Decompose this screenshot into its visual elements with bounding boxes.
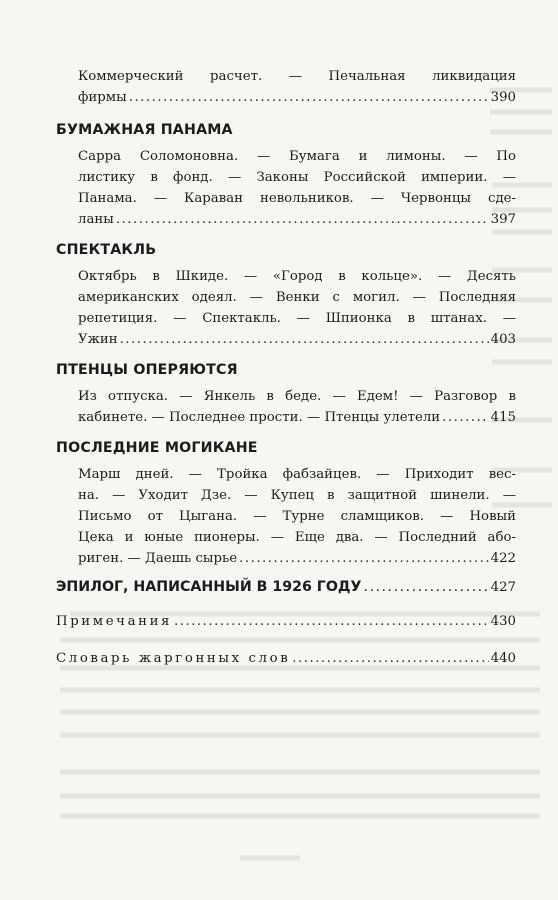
page-number: 397 (490, 212, 516, 227)
toc-entry-line: Коммерческий расчет. — Печальная ликвидация (78, 69, 516, 84)
section-heading-spektakl[interactable]: СПЕКТАКЛЬ (56, 242, 157, 258)
toc-entry-last-line[interactable] (56, 209, 516, 230)
toc-entry-last-line[interactable] (56, 87, 516, 108)
dot-leader (363, 579, 488, 595)
page-number: 440 (490, 651, 516, 666)
toc-entry-text: кабинете. — Последнее прости. — Птенцы улетели (78, 410, 441, 425)
dot-leader (292, 648, 488, 669)
glossary-title: Словарь жаргонных слов (56, 651, 291, 666)
page-number: 403 (490, 332, 516, 347)
page-number: 430 (490, 614, 516, 629)
toc-entry-line: Цека и юные пионеры. — Еще два. — Последний або- (78, 530, 516, 545)
toc-entry-line: Октябрь в Шкиде. — «Город в кольце». — Десять (78, 269, 516, 284)
toc-entry-last-line[interactable] (56, 329, 516, 350)
toc-entry-line: на. — Уходит Дзе. — Купец в защитной шинели. — (78, 488, 516, 503)
toc-entry-line: американских одеял. — Венки с могил. — Последняя (78, 290, 516, 305)
dot-leader (442, 407, 488, 428)
toc-entry-line: Сарра Соломоновна. — Бумага и лимоны. — По (78, 149, 516, 164)
toc-entry-line: Марш дней. — Тройка фабзайцев. — Приходит вес- (78, 467, 516, 482)
toc-entry-text: Ужин (78, 332, 118, 347)
page-number: 415 (490, 410, 516, 425)
toc-entry-glossary[interactable] (56, 648, 516, 669)
toc-entry-spektakl (56, 266, 516, 350)
toc-entry-text: риген. — Даешь сырье (78, 551, 238, 566)
toc-entry-ptentsy-operyayutsya (56, 386, 516, 428)
toc-entry-line: Письмо от Цыгана. — Турне сламщиков. — Новый (78, 509, 516, 524)
section-heading-poslednie-mogikane[interactable]: ПОСЛЕДНИЕ МОГИКАНЕ (56, 440, 258, 456)
toc-entry-line: листику в фонд. — Законы Российской империи. — (78, 170, 516, 185)
toc-entry-bumazhnaya-panama (56, 146, 516, 230)
toc-entry-poslednie-mogikane (56, 464, 516, 569)
toc-entry-continuation (56, 66, 516, 108)
toc-entry-notes[interactable] (56, 611, 516, 632)
notes-title: Примечания (56, 614, 173, 629)
page-number: 427 (490, 580, 516, 595)
toc-entry-text: ланы (78, 212, 114, 227)
section-heading-epilogue: ЭПИЛОГ, НАПИСАННЫЙ В 1926 ГОДУ (56, 579, 362, 595)
toc-entry-line: Панама. — Караван невольников. — Червонцы сде- (78, 191, 516, 206)
toc-entry-last-line[interactable] (56, 407, 516, 428)
toc-entry-line: Из отпуска. — Янкель в беде. — Едем! — Разговор в (78, 389, 516, 404)
dot-leader (120, 329, 489, 350)
toc-entry-line: репетиция. — Спектакль. — Шпионка в штанах. — (78, 311, 516, 326)
toc-entry-last-line[interactable] (56, 548, 516, 569)
table-of-contents (56, 66, 516, 669)
toc-entry-epilogue[interactable] (56, 579, 516, 595)
section-heading-bumazhnaya-panama[interactable]: БУМАЖНАЯ ПАНАМА (56, 122, 233, 138)
dot-leader (116, 209, 489, 230)
page-number: 390 (490, 90, 516, 105)
dot-leader (129, 87, 489, 108)
dot-leader (239, 548, 488, 569)
section-heading-ptentsy-operyayutsya[interactable]: ПТЕНЦЫ ОПЕРЯЮТСЯ (56, 362, 238, 378)
dot-leader (174, 611, 489, 632)
toc-entry-text: фирмы (78, 90, 127, 105)
page-number: 422 (490, 551, 516, 566)
